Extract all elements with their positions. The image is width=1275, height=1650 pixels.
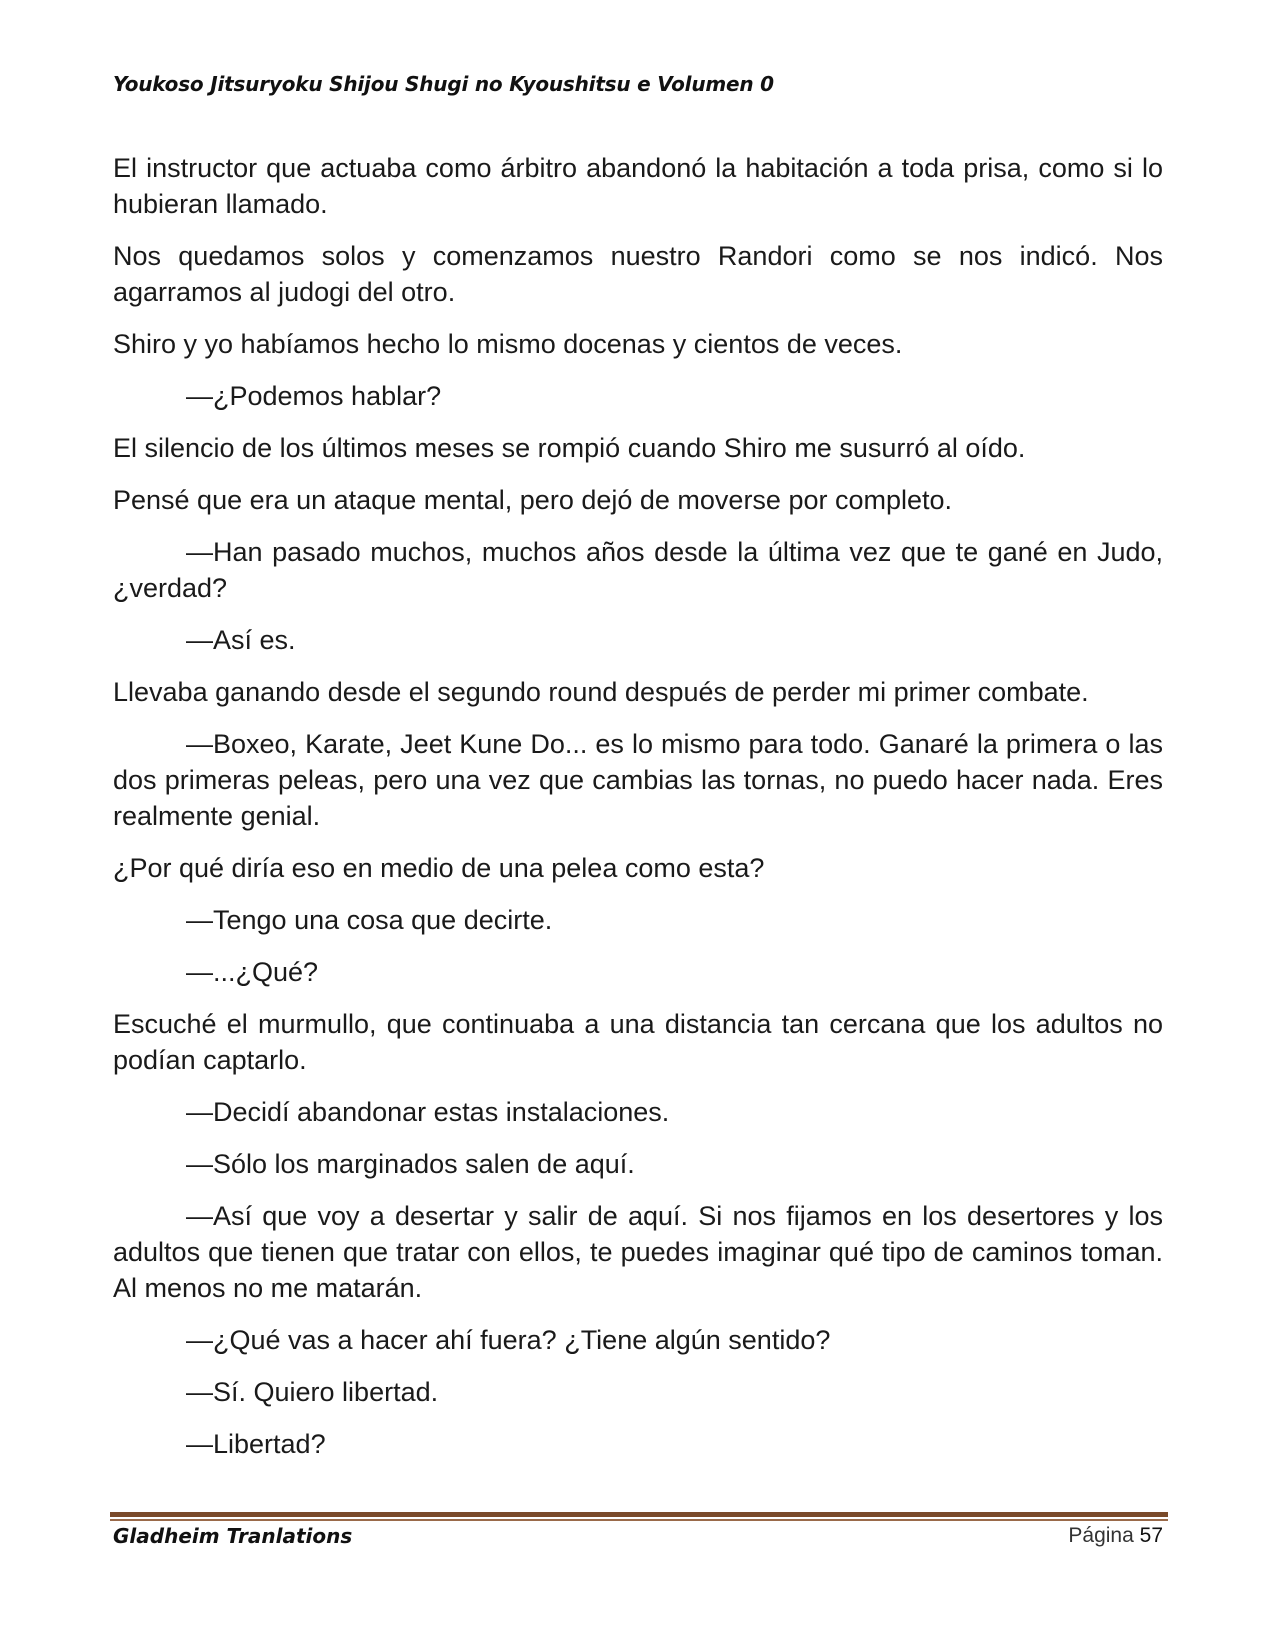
paragraph: Llevaba ganando desde el segundo round después de perder mi primer combate. [113, 677, 1089, 707]
dialogue-line: —Libertad? [186, 1429, 326, 1459]
paragraph: ¿Por qué diría eso en medio de una pelea como esta? [113, 853, 765, 883]
paragraph: Shiro y yo habíamos hecho lo mismo docenas y cientos de veces. [113, 329, 903, 359]
footer-divider [110, 1512, 1168, 1517]
page-body [113, 150, 1163, 1478]
paragraph: Escuché el murmullo, que continuaba a una distancia tan cercana que los adultos no podían captarlo. [113, 1009, 1163, 1075]
paragraph: Nos quedamos solos y comenzamos nuestro Randori como se nos indicó. Nos agarramos al judogi del otro. [113, 241, 1163, 307]
dialogue-line: —Así es. [186, 625, 296, 655]
dialogue-line: —Decidí abandonar estas instalaciones. [186, 1097, 670, 1127]
footer-divider-thin [110, 1519, 1168, 1521]
running-header: Youkoso Jitsuryoku Shijou Shugi no Kyoushitsu e Volumen 0 [113, 72, 774, 96]
page-number-label [1068, 1524, 1163, 1548]
dialogue-line: —Así que voy a desertar y salir de aquí. Si nos fijamos en los desertores y los adultos que tienen que tratar con ellos, te puedes imaginar qué tipo de caminos toman. Al menos no me matarán. [113, 1201, 1163, 1303]
dialogue-line: —Tengo una cosa que decirte. [186, 905, 553, 935]
paragraph: El instructor que actuaba como árbitro abandonó la habitación a toda prisa, como si lo hubieran llamado. [113, 153, 1163, 219]
paragraph: Pensé que era un ataque mental, pero dejó de moverse por completo. [113, 485, 953, 515]
dialogue-line: —¿Qué vas a hacer ahí fuera? ¿Tiene algún sentido? [186, 1325, 831, 1355]
footer-credit: Gladheim Tranlations [113, 1524, 353, 1548]
paragraph: El silencio de los últimos meses se rompió cuando Shiro me susurró al oído. [113, 433, 1026, 463]
dialogue-line: —¿Podemos hablar? [186, 381, 442, 411]
dialogue-line: —...¿Qué? [186, 957, 319, 987]
dialogue-line: —Boxeo, Karate, Jeet Kune Do... es lo mismo para todo. Ganaré la primera o las dos primeras peleas, pero una vez que cambias las tornas, no puedo hacer nada. Eres realmente genial. [113, 729, 1163, 831]
dialogue-line: —Han pasado muchos, muchos años desde la última vez que te gané en Judo, ¿verdad? [113, 537, 1163, 603]
page-number: 57 [1139, 1524, 1163, 1547]
dialogue-line: —Sí. Quiero libertad. [186, 1377, 439, 1407]
dialogue-line: —Sólo los marginados salen de aquí. [186, 1149, 635, 1179]
page-label: Página [1068, 1524, 1134, 1547]
